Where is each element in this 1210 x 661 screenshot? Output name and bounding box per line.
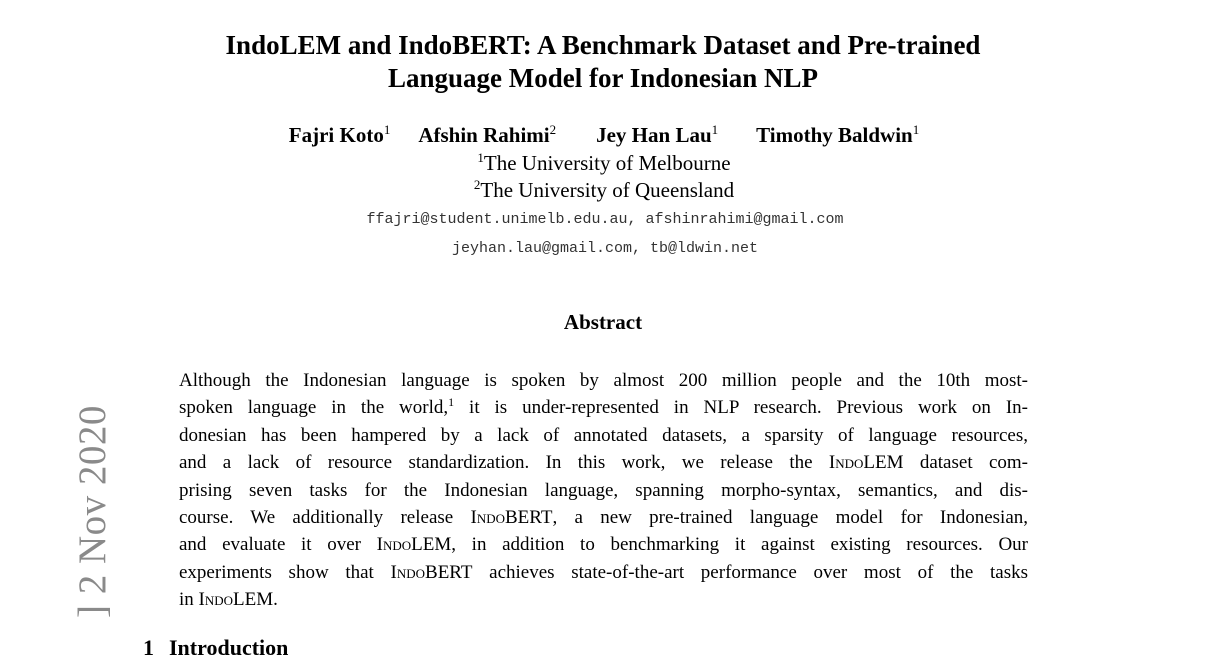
author-affil-mark: 2 bbox=[549, 122, 557, 137]
author bbox=[418, 121, 556, 149]
abstract-heading: Abstract bbox=[563, 310, 643, 334]
title-line-1: IndoLEM and IndoBERT: A Benchmark Dataset and Pre-trained bbox=[225, 30, 981, 60]
affiliation-mark: 2 bbox=[473, 177, 481, 192]
section-heading bbox=[143, 635, 288, 661]
author-name: Afshin Rahimi bbox=[418, 123, 550, 147]
affiliation bbox=[0, 149, 1208, 177]
author-affil-mark: 1 bbox=[383, 122, 391, 137]
affiliation-name: The University of Queensland bbox=[480, 178, 735, 202]
abstract-line: Although the Indonesian language is spoken by almost 200 million people and the 10th most- bbox=[179, 370, 1028, 391]
abstract-line: donesian has been hampered by a lack of annotated datasets, a sparsity of language resources, bbox=[179, 424, 1028, 446]
author-emails: jeyhan.lau@gmail.com, tb@ldwin.net bbox=[451, 240, 759, 257]
abstract-text bbox=[179, 367, 1028, 614]
abstract-line: and evaluate it over IndoLEM, in addition to benchmarking it against existing resources. Our bbox=[179, 534, 1029, 556]
abstract-line: in IndoLEM. bbox=[179, 589, 278, 611]
abstract-line: course. We additionally release IndoBERT, a new pre-trained language model for Indonesian, bbox=[179, 507, 1029, 529]
author-name: Fajri Koto bbox=[288, 123, 384, 147]
model-name: IndoBERT bbox=[390, 561, 473, 583]
abstract-line: spoken language in the world,$^1$ it is under-represented in NLP research. Previous work on In- bbox=[179, 395, 1028, 419]
author-affil-mark: 1 bbox=[711, 122, 719, 137]
arxiv-side-stamp bbox=[26, 400, 114, 660]
section-number: 1 bbox=[143, 635, 154, 660]
dataset-name: IndoLEM bbox=[376, 534, 452, 556]
section-title: Introduction bbox=[169, 635, 289, 660]
author bbox=[289, 121, 391, 149]
author bbox=[596, 121, 718, 149]
arxiv-stamp-text: ] 2 Nov 2020 bbox=[71, 405, 114, 618]
abstract-line: experiments show that IndoBERT achieves state-of-the-art performance over most of the tasks bbox=[179, 561, 1028, 583]
affiliation-name: The University of Melbourne bbox=[483, 151, 731, 175]
paper-title bbox=[0, 29, 1206, 95]
model-name: IndoBERT bbox=[470, 507, 553, 529]
author-list bbox=[0, 121, 1208, 149]
author-affil-mark: 1 bbox=[912, 122, 920, 137]
author bbox=[756, 121, 919, 149]
author-name: Timothy Baldwin bbox=[756, 123, 913, 147]
abstract-line: prising seven tasks for the Indonesian language, spanning morpho-syntax, semantics, and dis- bbox=[179, 479, 1028, 501]
dataset-name: IndoLEM bbox=[198, 589, 274, 611]
affiliation bbox=[0, 176, 1208, 204]
affiliation-mark: 1 bbox=[477, 150, 484, 165]
dataset-name: IndoLEM bbox=[828, 452, 904, 474]
author-emails: ffajri@student.unimelb.edu.au, afshinrahimi@gmail.com bbox=[366, 211, 844, 228]
title-line-2: Language Model for Indonesian NLP bbox=[387, 63, 819, 93]
abstract-line: and a lack of resource standardization. In this work, we release the IndoLEM dataset com- bbox=[179, 452, 1028, 474]
author-name: Jey Han Lau bbox=[596, 123, 712, 147]
footnote-mark: 1 bbox=[448, 395, 455, 410]
